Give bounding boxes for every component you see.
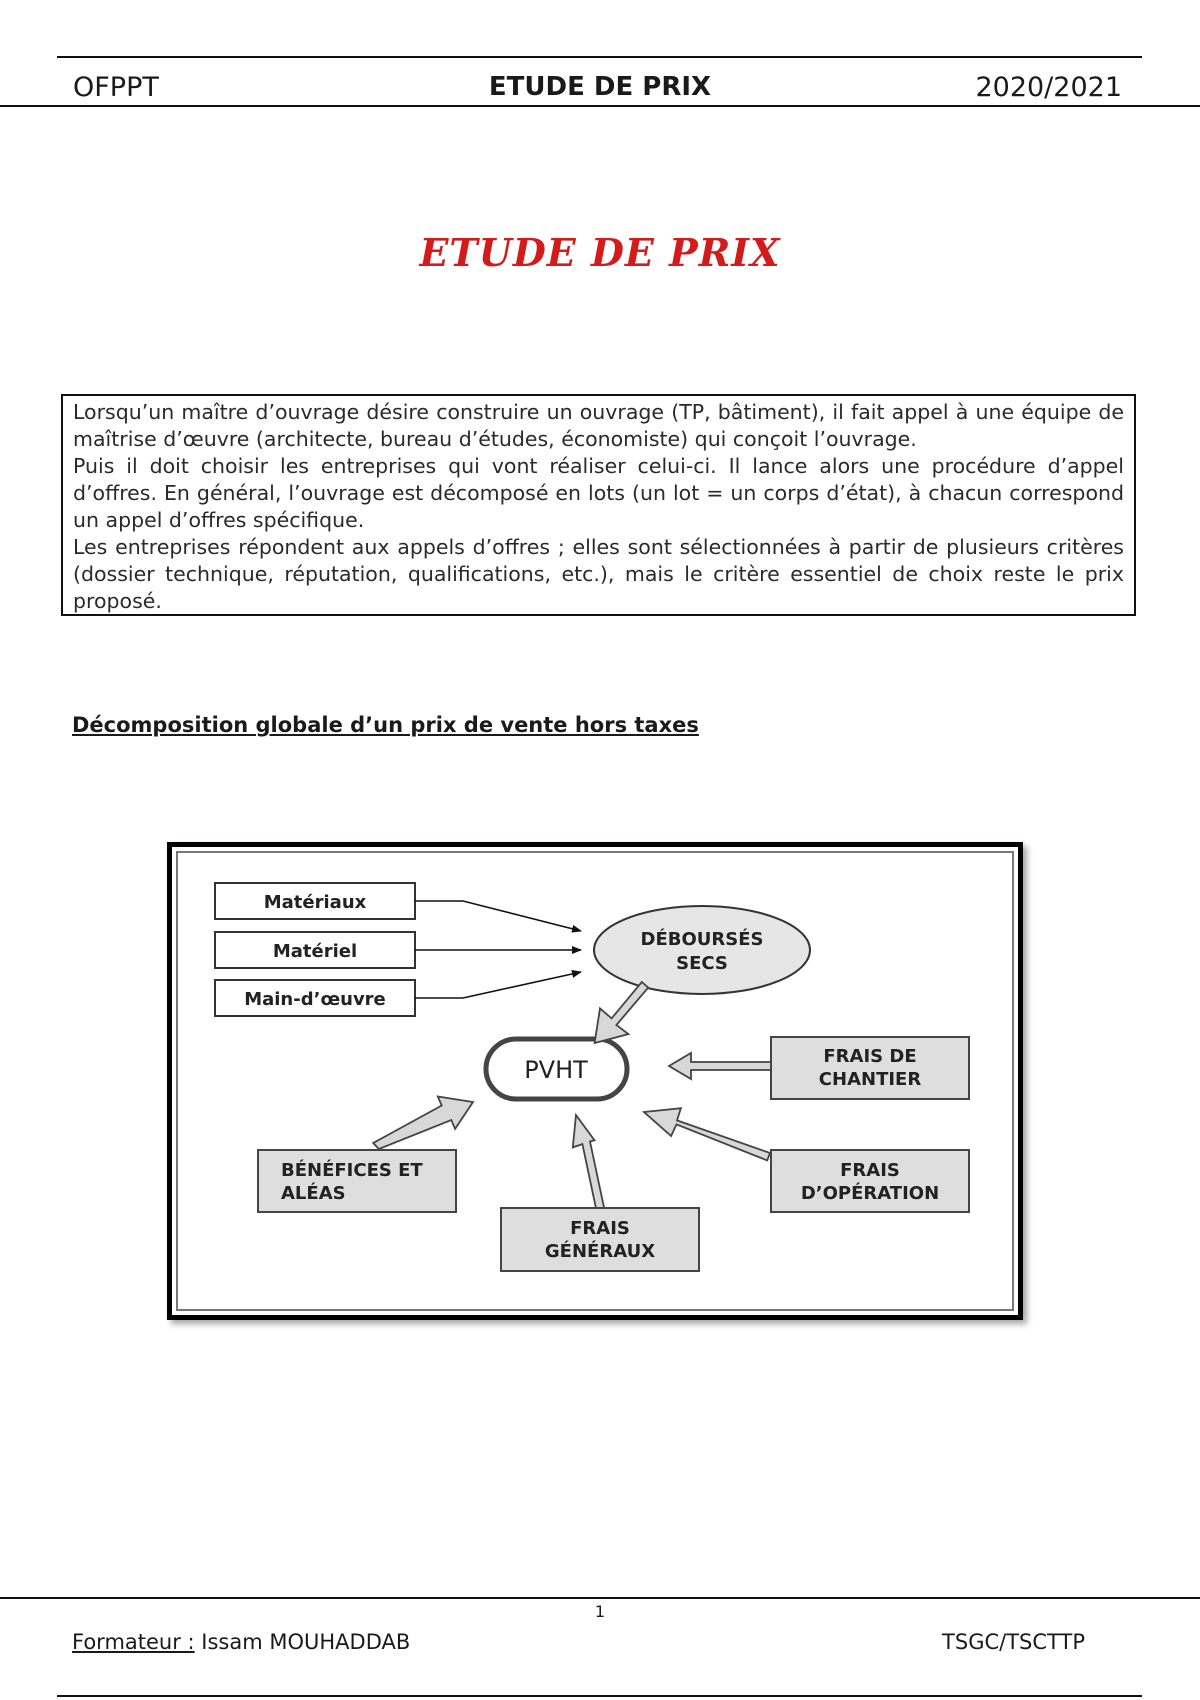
frais-operation-label-1: FRAIS [840, 1160, 900, 1181]
trainer-label: Formateur : [72, 1630, 195, 1654]
footer-trainer [72, 1630, 410, 1654]
intro-paragraph-3: Les entreprises répondent aux appels d’offres ; elles sont sélectionnées à partir de plusieurs critères (dossier technique, réputation, qualifications, etc.), mais le critère essentiel de choix reste le prix proposé. [73, 535, 1124, 613]
footer-top-rule [0, 1597, 1200, 1599]
arrow-debourses-to-pvht [595, 982, 649, 1043]
arrow-frais-operation-to-pvht [644, 1108, 770, 1160]
footer-bottom-rule [57, 1695, 1142, 1697]
arrow-main-oeuvre [415, 972, 581, 998]
header-bottom-rule [0, 105, 1200, 107]
debourses-secs-node [594, 906, 810, 994]
document-title: ETUDE DE PRIX [419, 230, 781, 275]
intro-paragraph-1: Lorsqu’un maître d’ouvrage désire construire un ouvrage (TP, bâtiment), il fait appel à une équipe de maîtrise d’œuvre (architecte, bureau d’études, économiste) qui conçoit l’ouvrage. [73, 400, 1124, 451]
page-number: 1 [594, 1602, 606, 1621]
materiel-label: Matériel [272, 941, 358, 962]
trainer-name: Issam MOUHADDAB [194, 1630, 411, 1654]
frais-generaux-box [501, 1208, 699, 1271]
benefices-label-2: ALÉAS [281, 1183, 346, 1204]
materiaux-box [215, 883, 415, 919]
frais-chantier-label-1: FRAIS DE [823, 1046, 917, 1067]
intro-box [61, 394, 1136, 616]
frais-generaux-label-1: FRAIS [570, 1218, 630, 1239]
main-oeuvre-box [215, 980, 415, 1016]
arrow-benefices-to-pvht [373, 1097, 473, 1150]
header-top-rule [57, 56, 1142, 58]
arrow-frais-generaux-to-pvht [573, 1115, 604, 1209]
benefices-label-1: BÉNÉFICES ET [281, 1160, 423, 1181]
frais-operation-box [771, 1150, 969, 1212]
intro-paragraph-2: Puis il doit choisir les entreprises qui vont réaliser celui-ci. Il lance alors une procédure d’appel d’offres. En général, l’ouvrage est décomposé en lots (un lot = un corps d’état), à chacun correspond un appel d’offres spécifique. [73, 454, 1124, 532]
pvht-node [486, 1039, 627, 1099]
debourses-label-1: DÉBOURSÉS [640, 929, 764, 950]
frais-chantier-box [771, 1037, 969, 1099]
main-oeuvre-label: Main-d’œuvre [244, 989, 386, 1010]
header-year: 2020/2021 [975, 72, 1122, 103]
header-title: ETUDE DE PRIX [488, 72, 712, 102]
arrow-frais-chantier-to-pvht [669, 1053, 771, 1079]
arrow-materiaux [415, 901, 581, 931]
section-title: Décomposition globale d’un prix de vente hors taxes [72, 713, 699, 737]
materiaux-label: Matériaux [263, 892, 367, 913]
header-organization: OFPPT [73, 72, 159, 103]
benefices-aleas-box [258, 1150, 456, 1212]
frais-generaux-label-2: GÉNÉRAUX [544, 1241, 656, 1262]
pvht-label: PVHT [524, 1056, 588, 1084]
frais-operation-label-2: D’OPÉRATION [800, 1183, 940, 1204]
footer-program: TSGC/TSCTTP [942, 1630, 1085, 1654]
diagram-canvas [172, 847, 1018, 1315]
frais-chantier-label-2: CHANTIER [818, 1069, 922, 1090]
materiel-box [215, 932, 415, 968]
price-breakdown-diagram [167, 842, 1023, 1320]
debourses-label-2: SECS [676, 953, 728, 974]
